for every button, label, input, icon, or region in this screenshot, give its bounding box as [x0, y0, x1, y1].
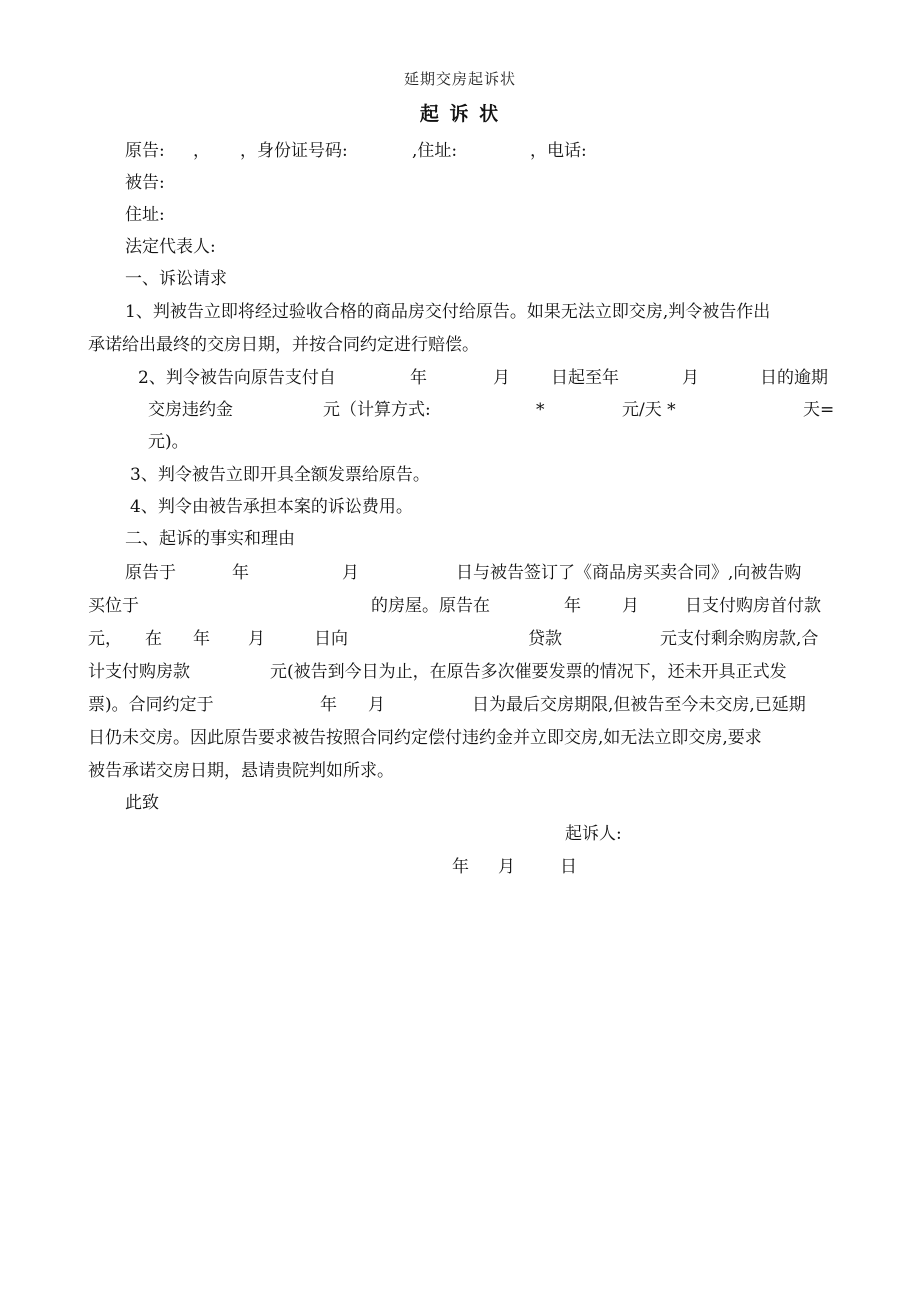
claim-2-part: 日的逾期 — [760, 368, 828, 388]
facts-text: 日向 — [314, 629, 348, 649]
claim-2-part: 天= — [803, 400, 835, 420]
facts-text: 月 — [342, 563, 359, 583]
facts-text: 票)。合同约定于 — [88, 695, 214, 715]
facts-text: 年 — [232, 563, 249, 583]
legal-rep-label: 法定代表人: — [125, 237, 216, 257]
facts-text: 的房屋。原告在 — [371, 596, 490, 616]
page-title: 起 诉 状 — [419, 103, 501, 125]
facts-text: 计支付购房款 — [88, 662, 190, 682]
claim-1-line-1: 1、判被告立即将经过验收合格的商品房交付给原告。如果无法立即交房,判令被告作出 — [125, 302, 771, 322]
address-label: 住址: — [125, 205, 165, 225]
facts-text: 被告承诺交房日期，悬请贵院判如所求。 — [88, 761, 394, 781]
date-day: 日 — [560, 857, 577, 877]
facts-text: 年 — [320, 695, 337, 715]
facts-text: 元(被告到今日为止，在原告多次催要发票的情况下，还未开具正式发 — [270, 662, 787, 682]
facts-text: 月 — [622, 596, 639, 616]
facts-text: 年 — [564, 596, 581, 616]
closing-phrase: 此致 — [125, 793, 159, 813]
facts-text: 元， — [88, 629, 122, 649]
claim-1-line-2: 承诺给出最终的交房日期，并按合同约定进行赔偿。 — [88, 335, 479, 355]
claim-2-part: 元（计算方式: — [323, 400, 431, 420]
claim-2-part: * — [536, 400, 545, 420]
claim-2-part: 2、判令被告向原告支付自 — [138, 368, 336, 388]
facts-text: 日与被告签订了《商品房买卖合同》,向被告购 — [456, 563, 802, 583]
plaintiff-phone-label: ，电话: — [530, 141, 587, 161]
facts-text: 年 — [193, 629, 210, 649]
claim-2-part: 交房违约金 — [148, 400, 233, 420]
plaintiff-label: 原告: — [125, 141, 165, 161]
claim-2-part: 年 — [410, 368, 427, 388]
running-header: 延期交房起诉状 — [403, 70, 516, 88]
claim-2-part: 元)。 — [148, 432, 189, 452]
claim-2-part: 元/天 * — [622, 400, 676, 420]
facts-text: 日仍未交房。因此原告要求被告按照合同约定偿付违约金并立即交房,如无法立即交房,要求 — [88, 728, 762, 748]
defendant-label: 被告: — [125, 173, 165, 193]
plaintiff-comma: ， — [193, 141, 210, 161]
facts-text: 在 — [145, 629, 162, 649]
claim-2-part: 月 — [493, 368, 510, 388]
facts-text: 原告于 — [125, 563, 176, 583]
claim-2-part: 日起至年 — [551, 368, 619, 388]
claim-3: 3、判令被告立即开具全额发票给原告。 — [130, 465, 430, 485]
facts-text: 日为最后交房期限,但被告至今未交房,已延期 — [472, 695, 806, 715]
date-year: 年 — [452, 857, 469, 877]
claim-2-part: 月 — [682, 368, 699, 388]
facts-text: 日支付购房首付款 — [685, 596, 821, 616]
section-heading-claims: 一、诉讼请求 — [125, 269, 227, 289]
facts-text: 贷款 — [528, 629, 562, 649]
date-month: 月 — [498, 857, 515, 877]
section-heading-facts: 二、起诉的事实和理由 — [125, 529, 295, 549]
facts-text: 月 — [248, 629, 265, 649]
plaintiff-id-label: ，身份证号码: — [240, 141, 348, 161]
facts-text: 元支付剩余购房款,合 — [660, 629, 819, 649]
facts-text: 买位于 — [88, 596, 139, 616]
plaintiff-address-label: ,住址: — [412, 141, 458, 161]
signature-label: 起诉人: — [565, 824, 622, 844]
claim-4: 4、判令由被告承担本案的诉讼费用。 — [130, 497, 413, 517]
facts-text: 月 — [368, 695, 385, 715]
